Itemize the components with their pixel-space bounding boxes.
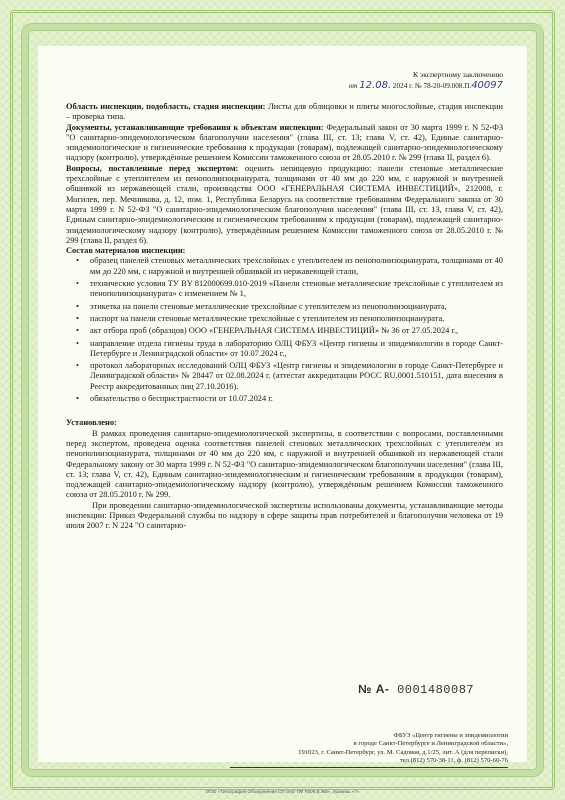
printer-imprint: ООО «Типография Объединения СП-ЗАЕ-ПФ Р.ВЖ Б.Ж8», Ураниаь «Г» xyxy=(205,789,360,794)
materials-heading: Состав материалов инспекции: xyxy=(66,246,186,256)
handwritten-date: 12.08. xyxy=(359,80,392,91)
list-item: • акт отбора проб (образцов) ООО «ГЕНЕРАЛЬНАЯ СИСТЕМА ИНВЕСТИЦИЙ» № 36 от 27.05.2024 г., xyxy=(90,326,503,336)
materials-list xyxy=(66,256,503,404)
list-item: • паспорт на панели стеновые металлические трехслойные с утеплителем из пенополиизоцианурата, xyxy=(90,314,503,324)
list-item: • обязательство о беспристрастности от 10.07.2024 г. xyxy=(90,394,503,404)
expert-questions: Вопросы, поставленные перед экспертом: оценить непищевую продукцию: панели стеновые металлические трехслойные с утеплителем из пенополиизоцианурата, толщинами от 40 мм до 220 мм, с наружной и внутренней обшивкой из нержавеющей стали, производства ООО «ГЕНЕРАЛЬНАЯ СИСТЕМА ИНВЕСТИЦИЙ», 212008, г. Могилев, пер. Мечникова, д. 12, пом. 1, Республика Беларусь на соответствие требованиям Федерального закона от 30 марта 1999 г. N 52-ФЗ "О санитарно-эпидемиологическом благополучии населения" (глава III, ст. 13, глава V, ст. 42), Единым санитарно-эпидемиологическим и гигиеническим требованиям к продукции (товарам), подлежащей санитарно-эпидемиологическому надзору (контролю), утверждённым решением Комиссии таможенного союза от 28.05.2010 г. № 299 (глава II, раздел 6). xyxy=(66,163,503,245)
form-serial-number: № А- 0001480087 xyxy=(358,682,475,697)
established-heading: Установлено: xyxy=(66,418,117,428)
reference-line: от 12.08. 2024 г. № 78-20-09.008.П.40097 xyxy=(348,80,503,91)
established-paragraph-1: В рамках проведения санитарно-эпидемиологической экспертизы, в соответствии с вопросами, поставленными перед экспертом, проведена оценка соответствия панелей стеновых металлических трехслойных с утеплителем из пенополиизоцианурата, толщинами от 40 мм до 220 мм, с наружной и внутренней обшивкой из нержавеющей стали Федеральному закону от 30 марта 1999 г. N 52-ФЗ "О санитарно-эпидемиологическом благополучии населения" (глава III, ст. 13; глава V, ст. 42), Единым санитарно-эпидемиологическим и гигиеническим требованиям к продукции (товарам), подлежащей санитарно-эпидемиологическому надзору (контролю), утверждённым решением Комиссии таможенного союза от 28.05.2010 г. № 299. xyxy=(66,428,503,500)
list-item: • протокол лабораторных исследований ОЛЦ ФБУЗ «Центр гигиены и эпидемиологии в городе Санкт-Петербурге и Ленинградской области» № 28447 от 02.08.2024 г. (аттестат аккредитации РОСС RU.0001.510151, дата внесения в Реестр аккредитованных лиц 27.10.2016). xyxy=(90,361,503,392)
list-item: • этикетка на панели стеновые металлические трехслойные с утеплителем из пенополиизоцианурата, xyxy=(90,302,503,312)
requirements-documents: Документы, устанавливающие требования к объектам инспекции: Федеральный закон от 30 марта 1999 г. N 52-ФЗ "О санитарно-эпидемиологическом благополучии населения" (глава III, ст. 13; глава V, ст. 42), Единые санитарно-эпидемиологические и гигиенические требования к продукции (товарам), подлежащей санитарно-эпидемиологическому надзору (контролю), утверждённые решением Комиссии таможенного союза от 28.05.2010 г. № 299 (глава II, раздел 6). xyxy=(66,122,504,163)
list-item: • направление отдела гигиены труда в лабораторию ОЛЦ ФБУЗ «Центр гигиены и эпидемиологии в городе Санкт-Петербурге и Ленинградской области» от 10.07.2024 г., xyxy=(90,339,503,360)
list-item: • технические условия ТУ BY 812000699.010-2019 «Панели стеновые металлические трехслойные с утеплителем из пенополиизоцианурата» с изменением № 1, xyxy=(90,279,503,300)
inspection-area: Область инспекции, подобласть, стадия инспекции: Листы для облицовки и плиты многослойные, стадия инспекции – проверка типа. xyxy=(66,102,503,122)
attachment-note: К экспертному заключению xyxy=(413,70,503,79)
list-item: • образец панелей стеновых металлических трехслойных с утеплителем из пенополиизоцианурата, толщинами от 40 мм до 220 мм, с наружной и внутренней обшивкой из нержавеющей стали, xyxy=(90,256,503,277)
issuer-footer: ФБУЗ «Центр гигиены и эпидемиологии в городе Санкт-Петербурге и Ленинградской области», 191023, г. Санкт-Петербург, ул. М. Садовая, д.1/25, лит. А (для переписки), тел.(812) 570-38-11, ф. (812) 570-60-76 xyxy=(230,732,508,768)
handwritten-number: 40097 xyxy=(471,80,503,91)
established-paragraph-2: При проведении санитарно-эпидемиологической экспертизы использованы документы, устанавливающие методы инспекции: Приказ Федеральной службы по надзору в сфере защиты прав потребителей и благополучия человека от 19 июля 2007 г. N 224 "О санитарно- xyxy=(66,500,503,531)
document-body xyxy=(66,70,503,532)
